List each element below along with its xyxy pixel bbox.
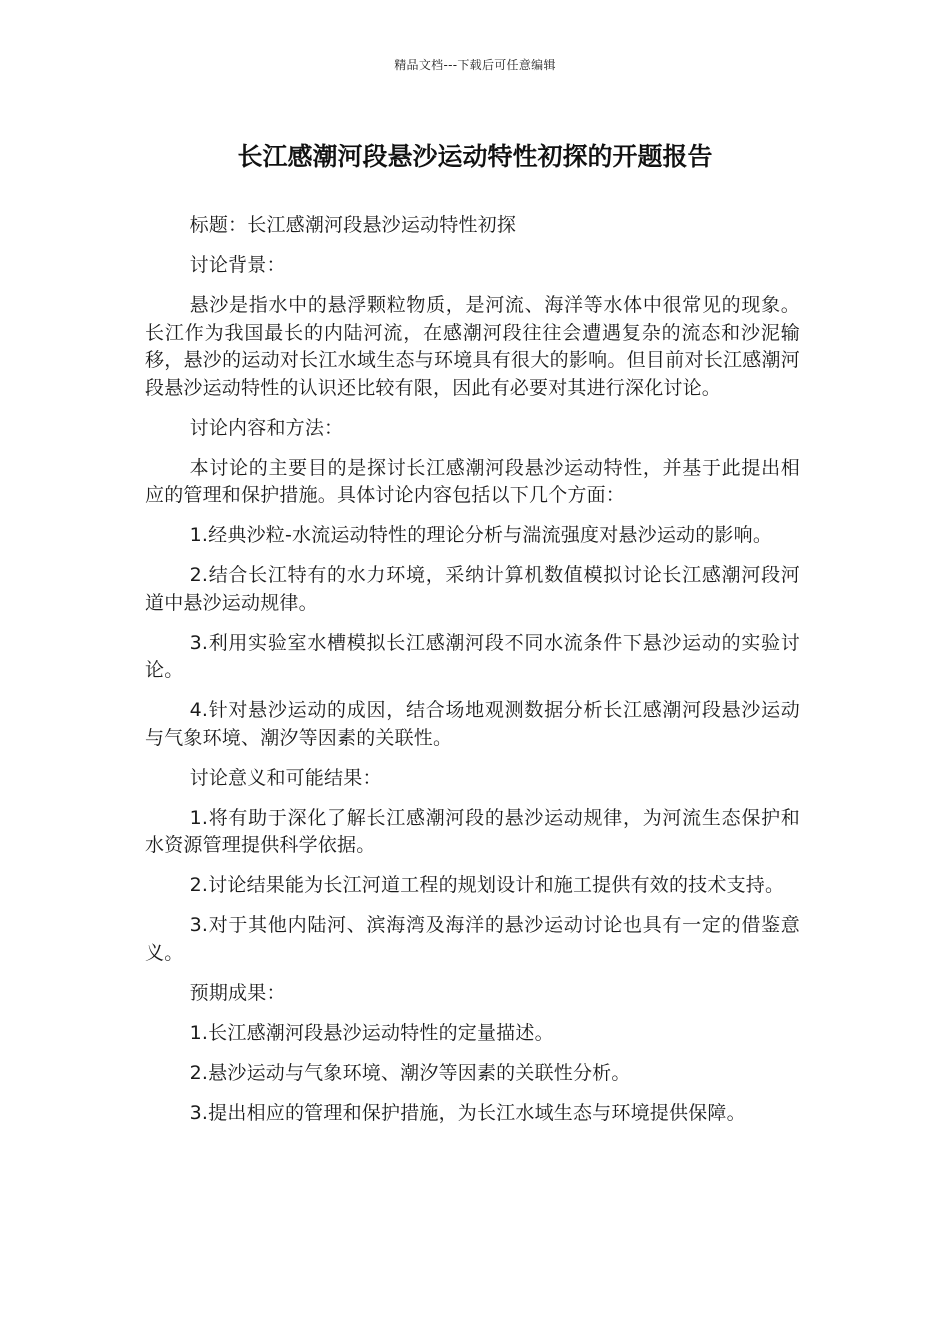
paragraph-content-intro: 本讨论的主要目的是探讨长江感潮河段悬沙运动特性，并基于此提出相应的管理和保护措施。具体讨论内容包括以下几个方面： [145, 456, 800, 506]
section-heading-significance: 讨论意义和可能结果： [189, 766, 382, 789]
section-heading-background: 讨论背景： [189, 254, 286, 276]
paragraph-title-line: 标题：长江感潮河段悬沙运动特性初探 [189, 214, 517, 236]
list-item-result-3: 3.提出相应的管理和保护措施，为长江水域生态与环境提供保障。 [189, 1101, 746, 1124]
list-item-content-1: 1.经典沙粒-水流运动特性的理论分析与湍流强度对悬沙运动的影响。 [189, 524, 773, 546]
document-body [145, 212, 800, 1140]
section-heading-content-methods: 讨论内容和方法： [189, 416, 344, 439]
document-title: 长江感潮河段悬沙运动特性初探的开题报告 [237, 142, 713, 171]
list-item-significance-3: 3.对于其他内陆河、滨海湾及海洋的悬沙运动讨论也具有一定的借鉴意义。 [145, 914, 800, 964]
list-item-significance-1: 1.将有助于深化了解长江感潮河段的悬沙运动规律，为河流生态保护和水资源管理提供科学依据。 [145, 806, 800, 856]
list-item-content-3: 3.利用实验室水槽模拟长江感潮河段不同水流条件下悬沙运动的实验讨论。 [145, 631, 800, 681]
list-item-result-1: 1.长江感潮河段悬沙运动特性的定量描述。 [189, 1021, 554, 1044]
list-item-content-4: 4.针对悬沙运动的成因，结合场地观测数据分析长江感潮河段悬沙运动与气象环境、潮汐等因素的关联性。 [145, 699, 800, 749]
paragraph-background: 悬沙是指水中的悬浮颗粒物质，是河流、海洋等水体中很常见的现象。长江作为我国最长的内陆河流，在感潮河段往往会遭遇复杂的流态和沙泥输移，悬沙的运动对长江水域生态与环境具有很大的影响。但目前对长江感潮河段悬沙运动特性的认识还比较有限，因此有必要对其进行深化讨论。 [145, 294, 800, 399]
page-header-watermark: 精品文档---下载后可任意编辑 [394, 58, 556, 72]
section-heading-expected-results: 预期成果： [189, 981, 286, 1004]
list-item-content-2: 2.结合长江特有的水力环境，采纳计算机数值模拟讨论长江感潮河段河道中悬沙运动规律。 [145, 564, 800, 614]
list-item-result-2: 2.悬沙运动与气象环境、潮汐等因素的关联性分析。 [189, 1061, 631, 1084]
list-item-significance-2: 2.讨论结果能为长江河道工程的规划设计和施工提供有效的技术支持。 [189, 874, 785, 896]
